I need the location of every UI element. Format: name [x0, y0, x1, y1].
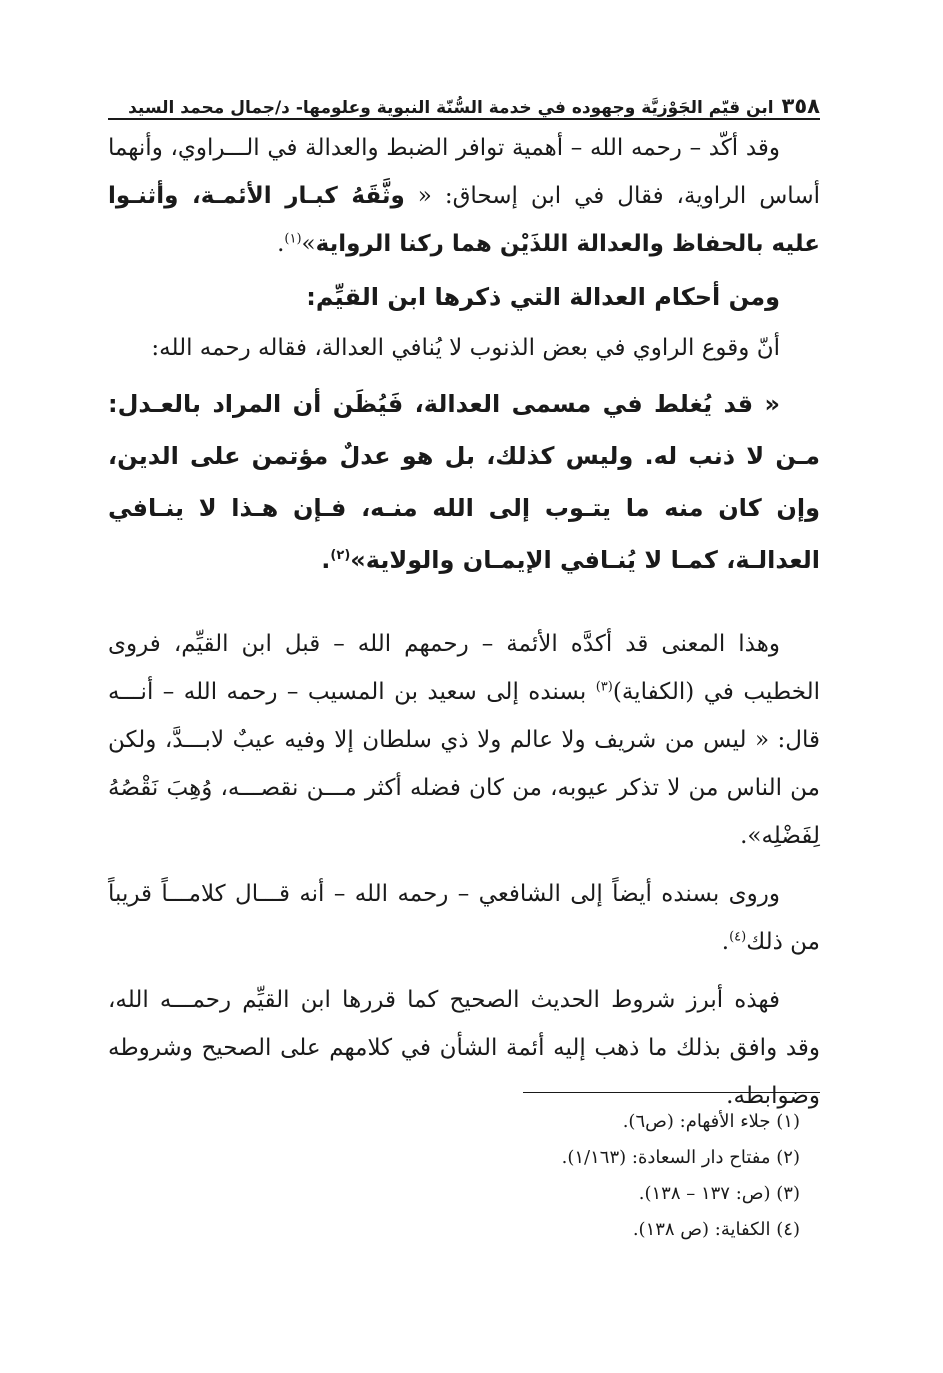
paragraph-5: فهذه أبرز شروط الحديث الصحيح كما قررها ابن القيِّم رحمـــه الله، وقد وافق بذلك ما ذهب إليه أئمة الشأن في كلامهم على الصحيح وشروطه وضوابطه. [108, 987, 820, 1109]
footnote-ref-2: (٢) [330, 548, 351, 563]
running-title: ابن قيّم الجَوْزِيَّة وجهوده في خدمة السُّنّة النبوية وعلومها- د/جمال محمد السيد [128, 98, 774, 118]
quote-block [108, 378, 820, 586]
footnote-4: (٤) الكفاية: (ص ١٣٨). [632, 1219, 800, 1240]
section-heading: ومن أحكام العدالة التي ذكرها ابن القيِّم: [306, 283, 780, 311]
paragraph-4-end: . [721, 929, 730, 955]
footnote-1: (١) جلاء الأفهام: (ص٦). [622, 1111, 800, 1132]
footnote-ref-3: (٣) [595, 679, 613, 695]
page-number: ٣٥٨ [781, 94, 820, 118]
paragraph-1-quote-close: » [301, 231, 316, 257]
footnote-3: (٣) (ص: ١٣٧ – ١٣٨). [638, 1183, 800, 1204]
running-header [108, 84, 820, 120]
footnote-ref-1: (١) [284, 231, 302, 247]
paragraph-2: أنّ وقوع الراوي في بعض الذنوب لا يُنافي العدالة، فقاله رحمه الله: [151, 335, 780, 361]
paragraph-1 [108, 124, 820, 268]
footnote-divider [523, 1092, 820, 1093]
paragraph-3 [108, 620, 820, 860]
paragraph-1-intro: وقد أكّد – رحمه الله – أهمية توافر الضبط والعدالة في الـــراوي، وأنهما أساس الراوية، فقال في ابن إسحاق: « [108, 135, 820, 209]
paragraph-4-text: وروى بسنده أيضاً إلى الشافعي – رحمه الله – أنه قـــال كلامـــاً قريباً من ذلك [108, 881, 820, 955]
quote-text: « قد يُغلط في مسمى العدالة، فَيُظَن أن المراد بالعـدل: مـن لا ذنب له. وليس كذلك، بل هو عدلٌ مؤتمن على الدين، وإن كان منه ما يتـوب إلى الله منـه، فـإن هـذا لا ينـافي العدالـة، كمـا لا يُنـافي الإيمـان والولاية» [108, 390, 820, 574]
quote-end: . [321, 546, 331, 574]
footnote-ref-4: (٤) [729, 929, 747, 945]
footnotes [300, 1104, 820, 1248]
paragraph-1-end: . [277, 231, 285, 257]
paragraph-3-intro: وهذا المعنى قد أكدَّه الأئمة – رحمهم الله – قبل ابن القيِّم، فروى الخطيب في (الكفاية) [108, 631, 820, 705]
main-text [108, 124, 820, 1120]
footnote-2: (٢) مفتاح دار السعادة: (١/١٦٣). [561, 1147, 800, 1168]
paragraph-1-quote: وثَّقَهُ كبـار الأئمـة، وأثنـوا عليه بالحفاظ والعدالة اللذَيْن هما ركنا الرواية [108, 183, 820, 257]
paragraph-3-rest: بسنده إلى سعيد بن المسيب – رحمه الله – أنـــه قال: « ليس من شريف ولا عالم ولا ذي سلطان إلا وفيه عيبٌ لابـــدَّ، ولكن من الناس من لا تذكر عيوبه، من كان فضله أكثر مـــن نقصـــه، وُهِبَ نَقْصُهُ لِفَضْلِه». [108, 679, 820, 849]
paragraph-4 [108, 870, 820, 966]
